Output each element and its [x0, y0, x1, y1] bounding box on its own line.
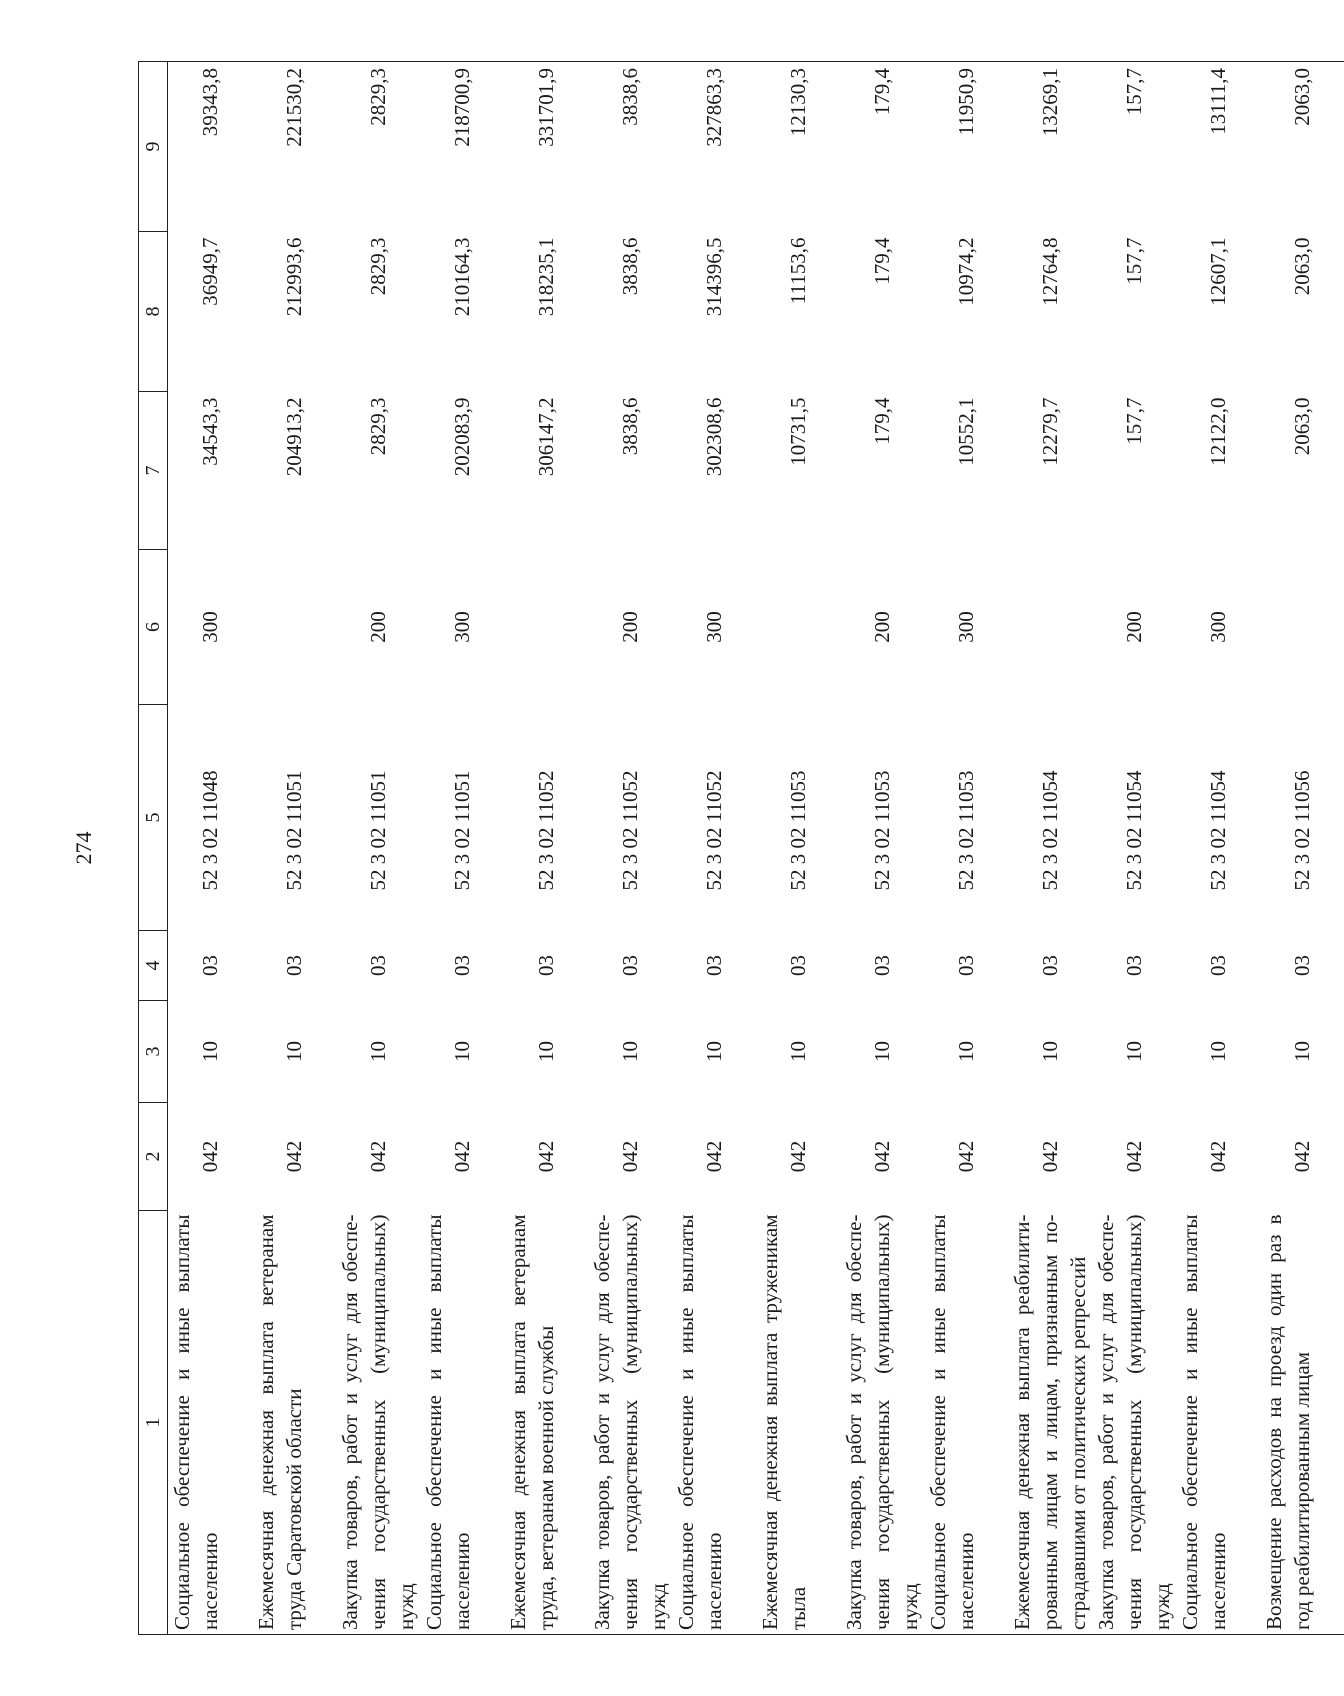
description-line: чения государственных (муниципальных) [1122, 1214, 1146, 1630]
cell-subsection: 03 [1206, 955, 1230, 976]
header-row [139, 62, 168, 1635]
cell-subsection: 03 [450, 955, 474, 976]
description-line: Закупка товаров, работ и услуг для обеспе- [842, 1214, 866, 1630]
row-description [1260, 1211, 1344, 1635]
table-row [252, 62, 336, 1635]
cell-target-article: 52 3 02 11053 [954, 770, 978, 891]
row-description [588, 1211, 672, 1635]
budget-table [138, 61, 1344, 1635]
description-line: труда Саратовской области [282, 1388, 306, 1630]
header-col-6: 6 [139, 550, 168, 705]
cell-section: 10 [282, 1041, 306, 1062]
cell-amount-col8: 12607,1 [1206, 237, 1230, 306]
header-col-7: 7 [139, 392, 168, 550]
cell-ministry-code: 042 [198, 1140, 222, 1173]
cell-expense-type [756, 550, 840, 705]
header-col-4: 4 [139, 931, 168, 1001]
cell-section: 10 [618, 1041, 642, 1062]
cell-amount-col7: 179,4 [870, 397, 894, 445]
table-row [840, 62, 924, 1635]
cell-amount-col7: 157,7 [1122, 397, 1146, 445]
cell-amount-col9: 39343,8 [168, 62, 253, 232]
description-line: Социальное обеспечение и иные выплаты [674, 1214, 698, 1630]
cell-expense-type: 200 [366, 611, 390, 643]
table-row [588, 62, 672, 1635]
cell-ministry-code: 042 [1290, 1140, 1314, 1173]
description-line: Ежемесячная денежная выплата труженикам [758, 1214, 782, 1630]
table-row [1092, 62, 1176, 1635]
cell-amount-col8: 210164,3 [450, 237, 474, 317]
description-line: населению [1206, 1532, 1230, 1630]
cell-section: 10 [1290, 1041, 1314, 1062]
cell-ministry-code: 042 [1038, 1140, 1062, 1173]
table-row [336, 62, 420, 1635]
cell-amount-col8: 2829,3 [366, 237, 390, 296]
cell-amount-col7: 2063,0 [1290, 397, 1314, 456]
cell-amount-col8: 314396,5 [702, 237, 726, 317]
cell-expense-type: 300 [954, 611, 978, 643]
cell-amount-col9: 11950,9 [924, 62, 1008, 232]
cell-subsection: 03 [954, 955, 978, 976]
cell-expense-type [504, 550, 588, 705]
cell-amount-col7: 204913,2 [282, 397, 306, 477]
cell-target-article: 52 3 02 11053 [786, 770, 810, 891]
cell-amount-col7: 306147,2 [534, 397, 558, 477]
table-row [168, 62, 253, 1635]
cell-expense-type: 300 [198, 611, 222, 643]
cell-section: 10 [870, 1041, 894, 1062]
cell-expense-type: 300 [702, 611, 726, 643]
cell-amount-col9: 2063,0 [1260, 62, 1344, 232]
cell-amount-col7: 2829,3 [366, 397, 390, 456]
cell-amount-col8: 10974,2 [954, 237, 978, 306]
description-line: труда, ветеранам военной службы [534, 1325, 558, 1630]
cell-amount-col8: 12764,8 [1038, 237, 1062, 306]
cell-ministry-code: 042 [282, 1140, 306, 1173]
cell-ministry-code: 042 [1122, 1140, 1146, 1173]
cell-ministry-code: 042 [366, 1140, 390, 1173]
table-row [1176, 62, 1260, 1635]
cell-amount-col9: 179,4 [840, 62, 924, 232]
table-row [504, 62, 588, 1635]
cell-subsection: 03 [1290, 955, 1314, 976]
cell-amount-col7: 12279,7 [1038, 397, 1062, 466]
cell-expense-type [1260, 550, 1344, 705]
row-description [336, 1211, 420, 1635]
cell-subsection: 03 [702, 955, 726, 976]
cell-ministry-code: 042 [870, 1140, 894, 1173]
cell-subsection: 03 [366, 955, 390, 976]
cell-section: 10 [1122, 1041, 1146, 1062]
cell-amount-col8: 157,7 [1122, 237, 1146, 285]
description-line: год реабилитированным лицам [1290, 1351, 1314, 1630]
table-row [672, 62, 756, 1635]
description-line: чения государственных (муниципальных) [870, 1214, 894, 1630]
cell-section: 10 [1206, 1041, 1230, 1062]
cell-amount-col9: 2829,3 [336, 62, 420, 232]
cell-amount-col8: 318235,1 [534, 237, 558, 317]
cell-amount-col9: 13269,1 [1008, 62, 1092, 232]
cell-target-article: 52 3 02 11052 [618, 770, 642, 891]
cell-expense-type: 200 [618, 611, 642, 643]
description-line: тыла [786, 1586, 810, 1630]
row-description [840, 1211, 924, 1635]
cell-ministry-code: 042 [954, 1140, 978, 1173]
header-col-3: 3 [139, 1001, 168, 1103]
description-line: Возмещение расходов на проезд один раз в [1262, 1214, 1286, 1630]
cell-amount-col9: 13111,4 [1176, 62, 1260, 232]
cell-target-article: 52 3 02 11054 [1038, 770, 1062, 891]
header-col-9: 9 [139, 62, 168, 232]
row-description [252, 1211, 336, 1635]
header-col-5: 5 [139, 705, 168, 931]
table-row [420, 62, 504, 1635]
cell-section: 10 [198, 1041, 222, 1062]
cell-target-article: 52 3 02 11054 [1206, 770, 1230, 891]
table-body [168, 62, 1344, 1635]
cell-amount-col8: 36949,7 [198, 237, 222, 306]
row-description [672, 1211, 756, 1635]
cell-subsection: 03 [870, 955, 894, 976]
cell-expense-type [1008, 550, 1092, 705]
cell-amount-col8: 3838,6 [618, 237, 642, 296]
cell-ministry-code: 042 [534, 1140, 558, 1173]
description-line: страдавшими от политических репрессий [1066, 1256, 1090, 1630]
description-line: Социальное обеспечение и иные выплаты [170, 1214, 194, 1630]
description-line: населению [954, 1532, 978, 1630]
description-line: Закупка товаров, работ и услуг для обеспе- [338, 1214, 362, 1630]
cell-amount-col9: 331701,9 [504, 62, 588, 232]
header-col-8: 8 [139, 232, 168, 392]
cell-subsection: 03 [282, 955, 306, 976]
description-line: Ежемесячная денежная выплата ветеранам [506, 1214, 530, 1630]
table-row [756, 62, 840, 1635]
cell-subsection: 03 [534, 955, 558, 976]
cell-amount-col9: 327863,3 [672, 62, 756, 232]
cell-subsection: 03 [198, 955, 222, 976]
cell-target-article: 52 3 02 11056 [1290, 770, 1314, 891]
description-line: Ежемесячная денежная выплата ветеранам [254, 1214, 278, 1630]
row-description [1092, 1211, 1176, 1635]
cell-amount-col7: 202083,9 [450, 397, 474, 477]
cell-amount-col9: 3838,6 [588, 62, 672, 232]
cell-amount-col7: 10731,5 [786, 397, 810, 466]
description-line: нужд [646, 1583, 670, 1630]
cell-section: 10 [534, 1041, 558, 1062]
header-col-2: 2 [139, 1103, 168, 1211]
header-col-1: 1 [139, 1211, 168, 1635]
cell-expense-type: 300 [1206, 611, 1230, 643]
cell-section: 10 [450, 1041, 474, 1062]
row-description [504, 1211, 588, 1635]
cell-expense-type: 200 [870, 611, 894, 643]
cell-amount-col7: 34543,3 [198, 397, 222, 466]
cell-amount-col9: 221530,2 [252, 62, 336, 232]
cell-amount-col8: 11153,6 [786, 237, 810, 305]
cell-subsection: 03 [1038, 955, 1062, 976]
cell-amount-col7: 302308,6 [702, 397, 726, 477]
row-description [1008, 1211, 1092, 1635]
cell-subsection: 03 [618, 955, 642, 976]
row-description [420, 1211, 504, 1635]
cell-amount-col7: 12122,0 [1206, 397, 1230, 466]
cell-ministry-code: 042 [786, 1140, 810, 1173]
cell-section: 10 [1038, 1041, 1062, 1062]
cell-target-article: 52 3 02 11054 [1122, 770, 1146, 891]
description-line: Закупка товаров, работ и услуг для обеспе- [590, 1214, 614, 1630]
cell-amount-col8: 212993,6 [282, 237, 306, 317]
cell-section: 10 [786, 1041, 810, 1062]
cell-ministry-code: 042 [618, 1140, 642, 1173]
description-line: Ежемесячная денежная выплата реабилити- [1010, 1214, 1034, 1630]
cell-section: 10 [366, 1041, 390, 1062]
description-line: населению [702, 1532, 726, 1630]
cell-target-article: 52 3 02 11051 [450, 770, 474, 891]
description-line: нужд [1150, 1583, 1174, 1630]
description-line: нужд [898, 1583, 922, 1630]
cell-amount-col7: 3838,6 [618, 397, 642, 456]
description-line: населению [450, 1532, 474, 1630]
cell-amount-col7: 10552,1 [954, 397, 978, 466]
cell-target-article: 52 3 02 11052 [534, 770, 558, 891]
cell-amount-col9: 218700,9 [420, 62, 504, 232]
description-line: нужд [394, 1583, 418, 1630]
cell-amount-col9: 12130,3 [756, 62, 840, 232]
cell-amount-col8: 179,4 [870, 237, 894, 285]
cell-ministry-code: 042 [1206, 1140, 1230, 1173]
cell-section: 10 [954, 1041, 978, 1062]
row-description [924, 1211, 1008, 1635]
description-line: Социальное обеспечение и иные выплаты [1178, 1214, 1202, 1630]
description-line: Закупка товаров, работ и услуг для обеспе- [1094, 1214, 1118, 1630]
cell-target-article: 52 3 02 11048 [198, 770, 222, 891]
cell-target-article: 52 3 02 11052 [702, 770, 726, 891]
description-line: Социальное обеспечение и иные выплаты [926, 1214, 950, 1630]
cell-subsection: 03 [1122, 955, 1146, 976]
cell-target-article: 52 3 02 11051 [282, 770, 306, 891]
cell-target-article: 52 3 02 11051 [366, 770, 390, 891]
table-row [924, 62, 1008, 1635]
cell-target-article: 52 3 02 11053 [870, 770, 894, 891]
table-row [1260, 62, 1344, 1635]
description-line: Социальное обеспечение и иные выплаты [422, 1214, 446, 1630]
cell-ministry-code: 042 [702, 1140, 726, 1173]
cell-section: 10 [702, 1041, 726, 1062]
description-line: рованным лицам и лицам, признанным по- [1038, 1214, 1062, 1630]
table-row [1008, 62, 1092, 1635]
cell-expense-type: 300 [450, 611, 474, 643]
cell-ministry-code: 042 [450, 1140, 474, 1173]
row-description [168, 1211, 253, 1635]
row-description [1176, 1211, 1260, 1635]
page-number: 274 [71, 831, 96, 865]
description-line: населению [198, 1532, 222, 1630]
description-line: чения государственных (муниципальных) [366, 1214, 390, 1630]
cell-amount-col8: 2063,0 [1290, 237, 1314, 296]
budget-table-container [138, 62, 1314, 1635]
description-line: чения государственных (муниципальных) [618, 1214, 642, 1630]
cell-amount-col9: 157,7 [1092, 62, 1176, 232]
cell-expense-type: 200 [1122, 611, 1146, 643]
row-description [756, 1211, 840, 1635]
cell-subsection: 03 [786, 955, 810, 976]
cell-expense-type [252, 550, 336, 705]
